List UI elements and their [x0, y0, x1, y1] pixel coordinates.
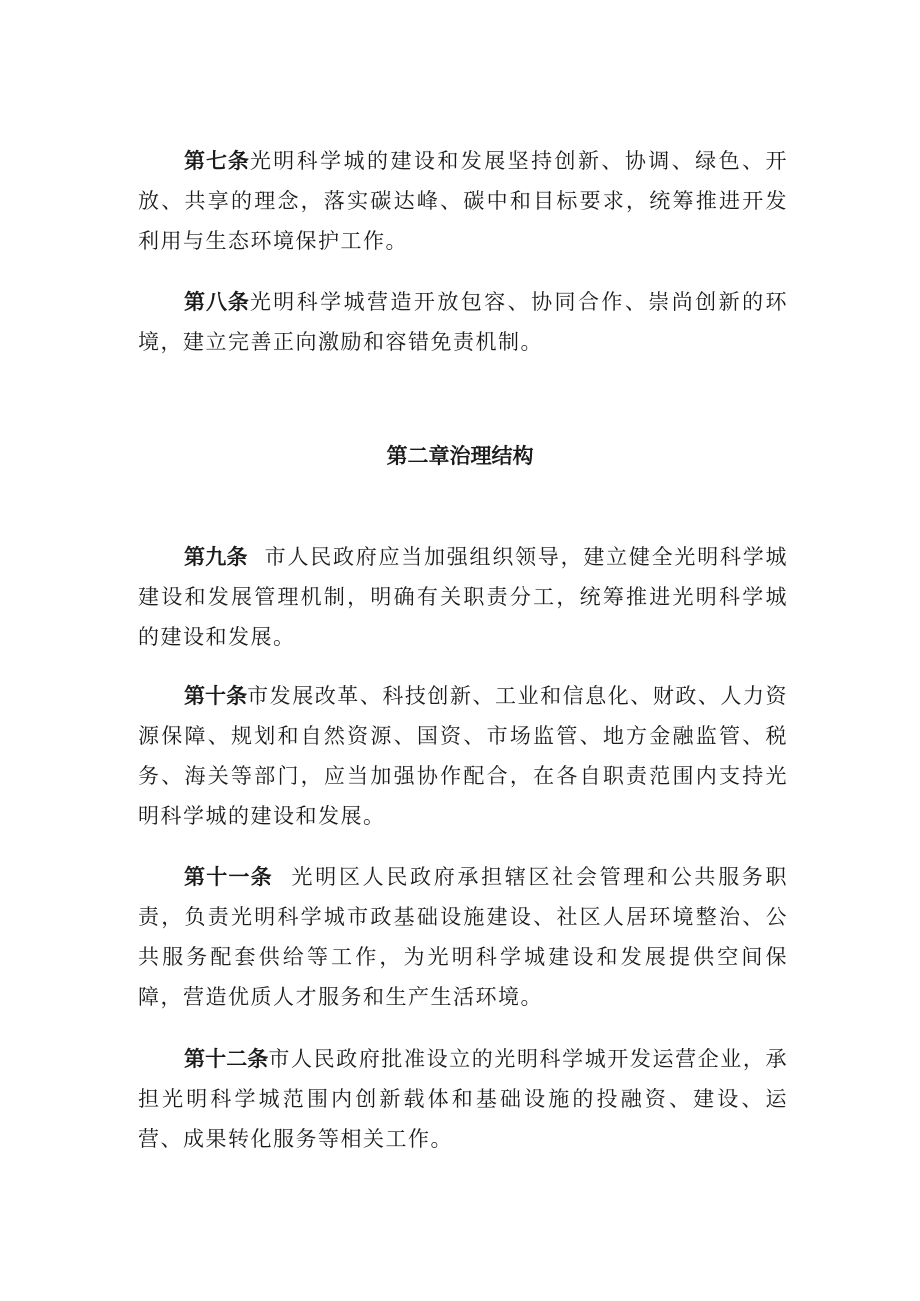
article-7-label: 第七条 — [184, 149, 250, 173]
chapter-title: 第二章治理结构 — [386, 444, 534, 468]
article-11-label: 第十一条 — [184, 865, 273, 889]
article-12-label: 第十二条 — [184, 1047, 269, 1071]
article-10 — [138, 676, 788, 836]
article-9-text: 市人民政府应当加强组织领导，建立健全光明科学城建设和发展管理机制，明确有关职责分工，统筹推进光明科学城的建设和发展。 — [138, 545, 788, 649]
article-8-label: 第八条 — [184, 290, 250, 314]
article-7-text: 光明科学城的建设和发展坚持创新、协调、绿色、开放、共享的理念，落实碳达峰、碳中和目标要求，统筹推进开发利用与生态环境保护工作。 — [138, 149, 789, 253]
article-10-text: 市发展改革、科技创新、工业和信息化、财政、人力资源保障、规划和自然资源、国资、市场监管、地方金融监管、税务、海关等部门，应当加强协作配合，在各自职责范围内支持光明科学城的建设和发展。 — [138, 684, 789, 828]
article-9-label: 第九条 — [184, 545, 248, 569]
article-11 — [138, 857, 788, 1017]
article-12 — [138, 1039, 788, 1159]
article-12-text: 市人民政府批准设立的光明科学城开发运营企业，承担光明科学城范围内创新载体和基础设施的投融资、建设、运营、成果转化服务等相关工作。 — [138, 1047, 789, 1151]
article-8 — [138, 282, 788, 362]
article-11-text: 光明区人民政府承担辖区社会管理和公共服务职责，负责光明科学城市政基础设施建设、社区人居环境整治、公共服务配套供给等工作，为光明科学城建设和发展提供空间保障，营造优质人才服务和生产生活环境。 — [138, 865, 788, 1009]
article-9 — [138, 537, 788, 657]
article-10-label: 第十条 — [184, 684, 248, 708]
article-7 — [138, 141, 788, 261]
article-8-text: 光明科学城营造开放包容、协同合作、崇尚创新的环境，建立完善正向激励和容错免责机制。 — [138, 290, 789, 354]
